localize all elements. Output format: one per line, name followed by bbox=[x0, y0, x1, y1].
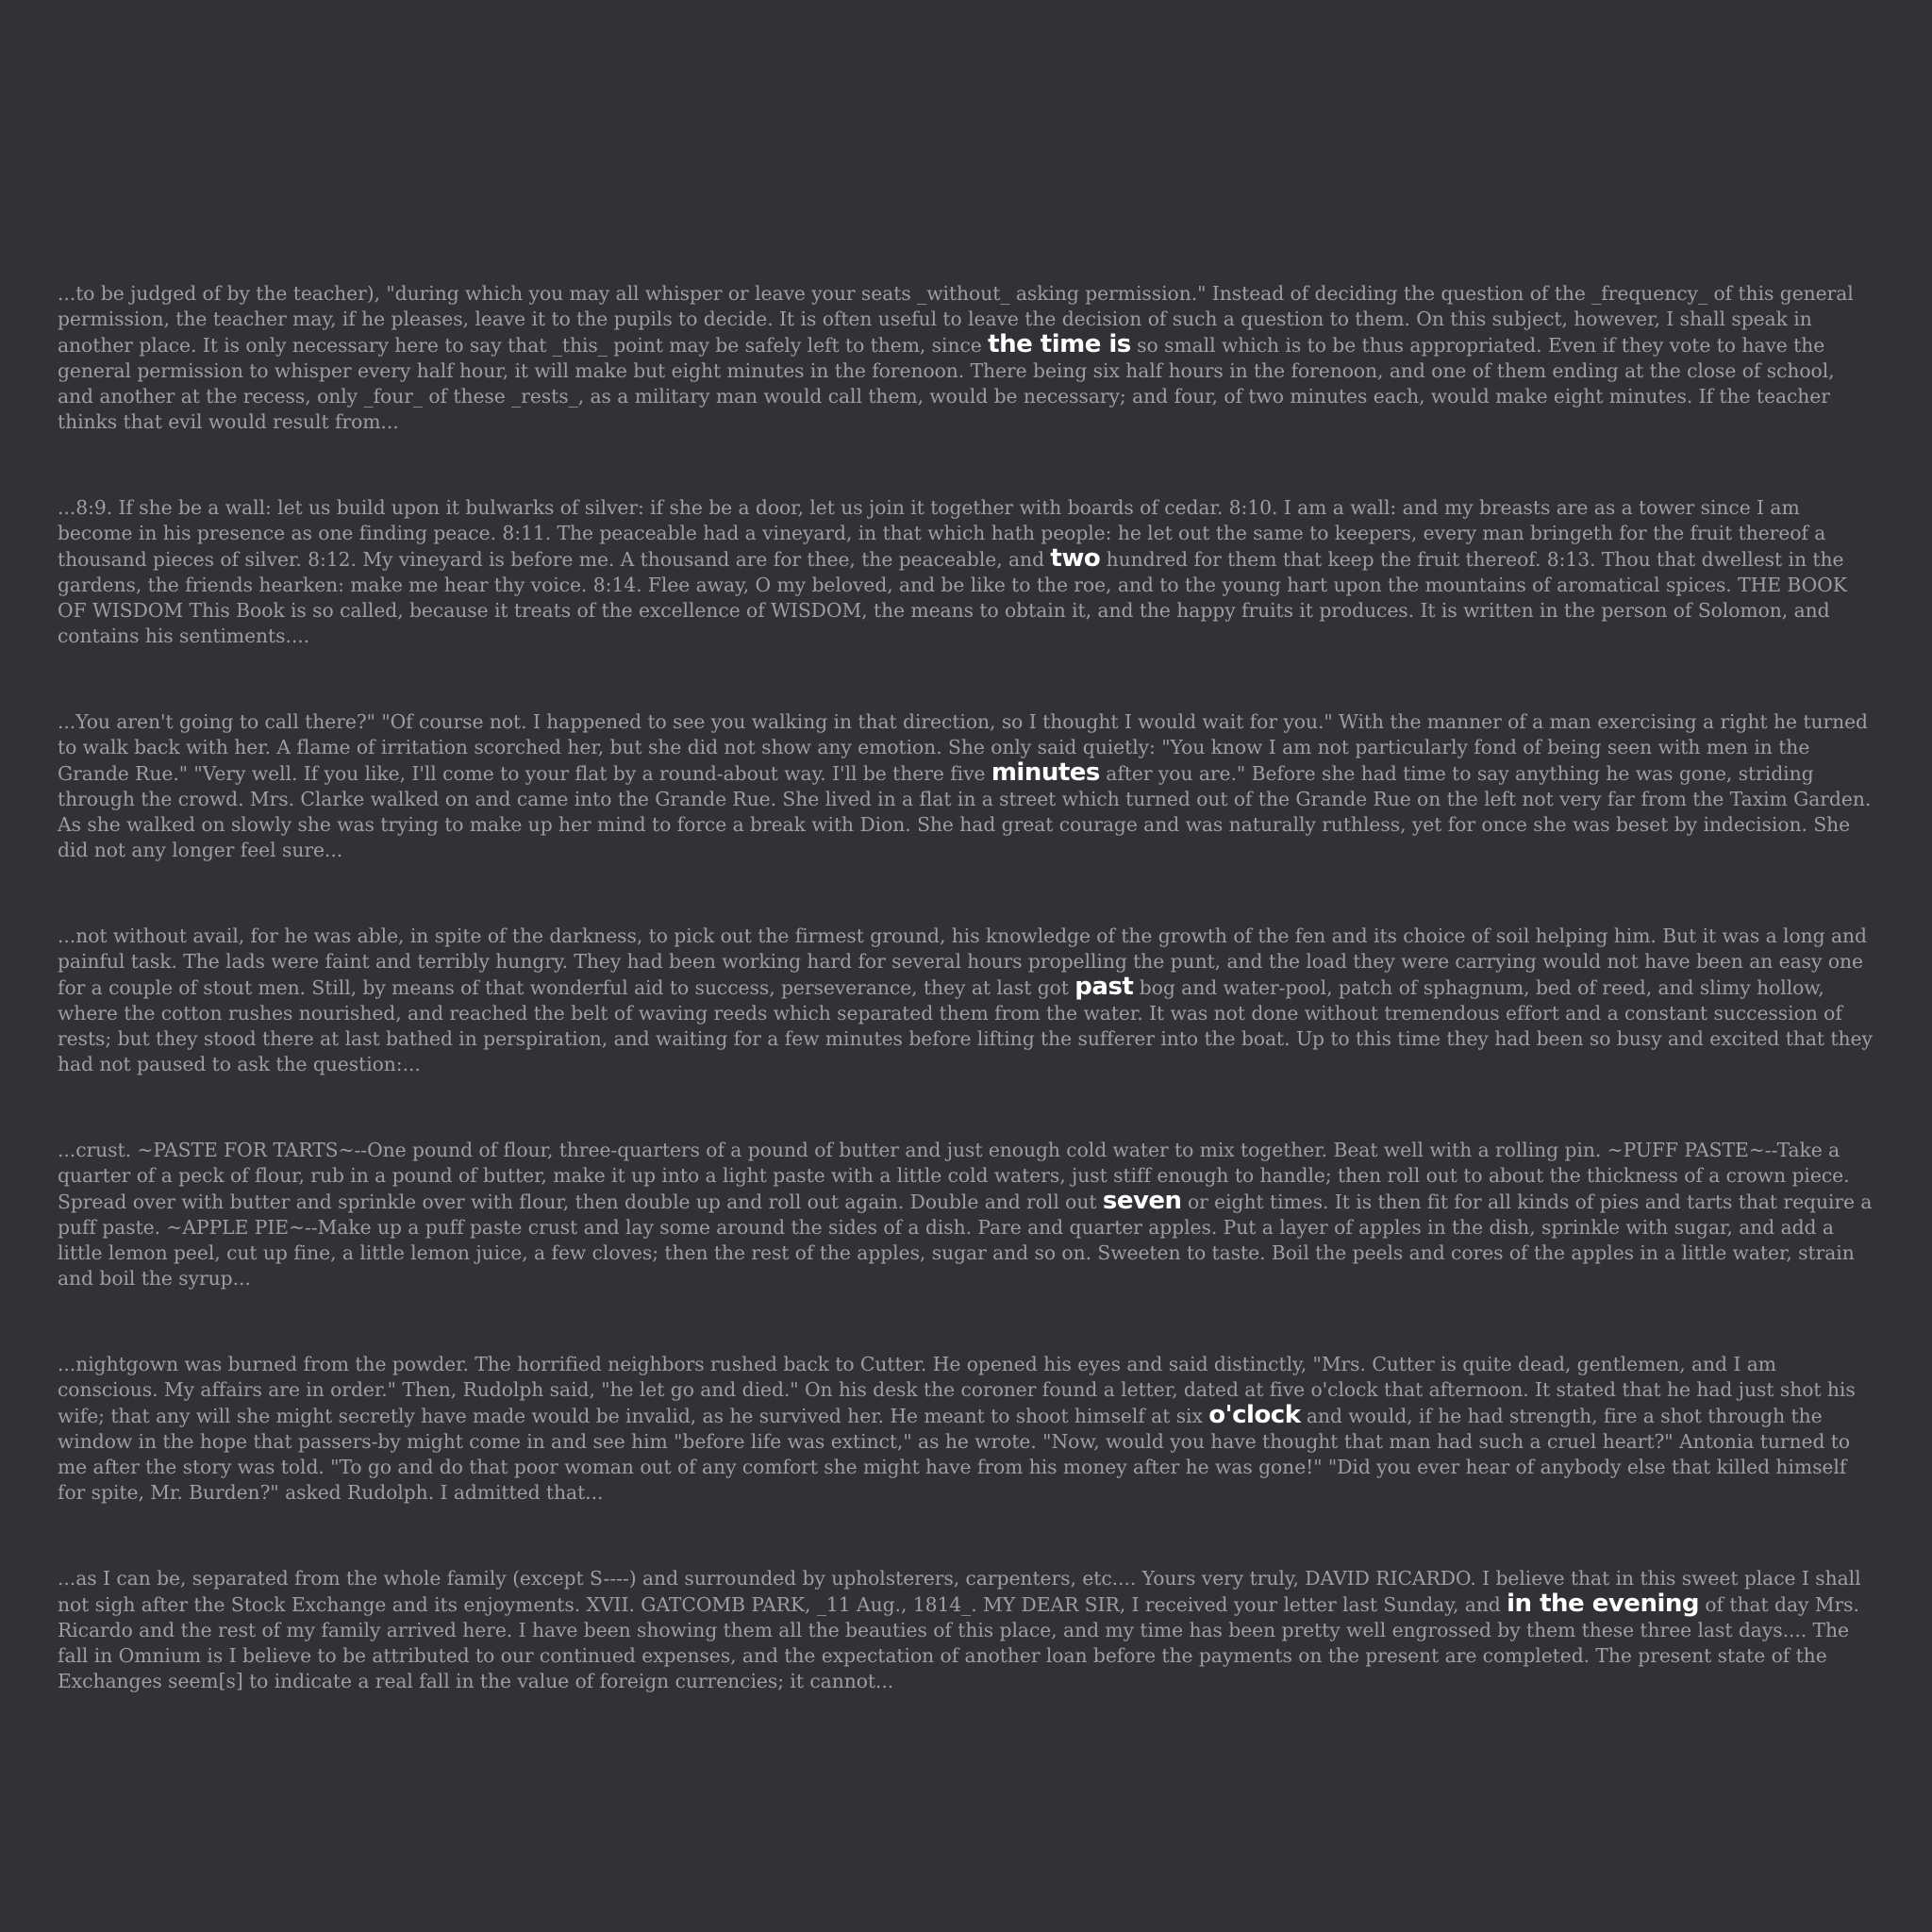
passage-3 bbox=[58, 709, 1874, 863]
time-phrase-highlight: the time is bbox=[988, 330, 1131, 358]
time-phrase-highlight: seven bbox=[1102, 1187, 1182, 1215]
passage-4 bbox=[58, 924, 1874, 1077]
passage-text-after: after you are." Before she had time to say anything he was gone, striding through the crowd. Mrs. Clarke walked on and came into the Grande Rue. She lived in a flat in a street which turned out of the Grande Rue on the left not very far from the Taxim Garden. As she walked on slowly she was trying to make up her mind to force a break with Dion. She had great courage and was naturally ruthless, yet for once she was beset by indecision. She did not any longer feel sure... bbox=[58, 762, 1872, 861]
passage-6 bbox=[58, 1352, 1874, 1506]
passage-text-before: ...nightgown was burned from the powder. The horrified neighbors rushed back to Cutter. He opened his eyes and said distinctly, "Mrs. Cutter is quite dead, gentlemen, and I am conscious. My affairs are in order." Then, Rudolph said, "he let go and died." On his desk the coroner found a letter, dated at five o'clock that afternoon. It stated that he had just shot his wife; that any will she might secretly have made would be invalid, as he survived her. He meant to shoot himself at six bbox=[58, 1353, 1856, 1427]
passage-text-after: or eight times. It is then fit for all kinds of pies and tarts that require a puff paste. ~APPLE PIE~--Make up a puff paste crust and lay some around the sides of a dish. Pare and quarter apples. Put a layer of apples in the dish, sprinkle with sugar, and add a little lemon peel, cut up fine, a little lemon juice, a few cloves; then the rest of the apples, sugar and so on. Sweeten to taste. Boil the peels and cores of the apples in a little water, strain and boil the syrup... bbox=[58, 1191, 1873, 1290]
passage-text-before: ...as I can be, separated from the whole family (except S----) and surrounded by upholsterers, carpenters, etc.... Yours very truly, DAVID RICARDO. I believe that in this sweet place I shall not sigh after the Stock Exchange and its enjoyments. XVII. GATCOMB PARK, _11 Aug., 1814_. MY DEAR SIR, I received your letter last Sunday, and bbox=[58, 1567, 1861, 1616]
passage-text-before: ...8:9. If she be a wall: let us build upon it bulwarks of silver: if she be a door, let us join it together with boards of cedar. 8:10. I am a wall: and my breasts are as a tower since I am become in his presence as one finding peace. 8:11. The peaceable had a vineyard, in that which hath people: he let out the same to keepers, every man bringeth for the fruit thereof a thousand pieces of silver. 8:12. My vineyard is before me. A thousand are for thee, the peaceable, and bbox=[58, 496, 1826, 571]
passage-text-before: ...You aren't going to call there?" "Of course not. I happened to see you walking in that direction, so I thought I would wait for you." With the manner of a man exercising a right he turned to walk back with her. A flame of irritation scorched her, but she did not show any emotion. She only said quietly: "You know I am not particularly fond of being seen with men in the Grande Rue." "Very well. If you like, I'll come to your flat by a round-about way. I'll be there five bbox=[58, 710, 1868, 785]
passage-text-after: and would, if he had strength, fire a shot through the window in the hope that passers-by might come in and see him "before life was extinct," as he wrote. "Now, would you have thought that man had such a cruel heart?" Antonia turned to me after the story was told. "To go and do that poor woman out of any comfort she might have from his money after he was gone!" "Did you ever hear of anybody else that killed himself for spite, Mr. Burden?" asked Rudolph. I admitted that... bbox=[58, 1405, 1851, 1504]
passage-text-after: bog and water-pool, patch of sphagnum, bed of reed, and slimy hollow, where the cotton rushes nourished, and reached the belt of waving reeds which separated them from the water. It was not done without tremendous effort and a constant succession of rests; but they stood there at last bathed in perspiration, and waiting for a few minutes before lifting the sufferer into the boat. Up to this time they had been so busy and excited that they had not paused to ask the question:... bbox=[58, 976, 1873, 1075]
passage-text-after: hundred for them that keep the fruit thereof. 8:13. Thou that dwellest in the gardens, the friends hearken: make me hear thy voice. 8:14. Flee away, O my beloved, and be like to the roe, and to the young hart upon the mountains of aromatical spices. THE BOOK OF WISDOM This Book is so called, because it treats of the excellence of WISDOM, the means to obtain it, and the happy fruits it produces. It is written in the person of Solomon, and contains his sentiments.... bbox=[58, 548, 1847, 647]
passage-text-after: of that day Mrs. Ricardo and the rest of my family arrived here. I have been showing them all the beauties of this place, and my time has been pretty well engrossed by them these three last days.... The fall in Omnium is I believe to be attributed to our continued expenses, and the expectation of another loan before the payments on the present are completed. The present state of the Exchanges seem[s] to indicate a real fall in the value of foreign currencies; it cannot... bbox=[58, 1593, 1859, 1692]
passage-5 bbox=[58, 1138, 1874, 1291]
time-phrase-highlight: past bbox=[1074, 973, 1134, 1001]
time-phrase-highlight: two bbox=[1050, 544, 1101, 573]
passage-1 bbox=[58, 281, 1874, 435]
passage-7 bbox=[58, 1566, 1874, 1694]
passage-text-before: ...crust. ~PASTE FOR TARTS~--One pound of flour, three-quarters of a pound of butter and just enough cold water to mix together. Beat well with a rolling pin. ~PUFF PASTE~--Take a quarter of a peck of flour, rub in a pound of butter, make it up into a light paste with a little cold waters, just stiff enough to handle; then roll out to about the thickness of a crown piece. Spread over with butter and sprinkle over with flour, then double up and roll out again. Double and roll out bbox=[58, 1139, 1850, 1213]
passage-text-after: so small which is to be thus appropriated. Even if they vote to have the general permission to whisper every half hour, it will make but eight minutes in the forenoon. There being six half hours in the forenoon, and one of them ending at the close of school, and another at the recess, only _four_ of these _rests_, as a military man would call them, would be necessary; and four, of two minutes each, would make eight minutes. If the teacher thinks that evil would result from... bbox=[58, 334, 1835, 433]
time-phrase-highlight: in the evening bbox=[1507, 1590, 1699, 1618]
passage-text-before: ...to be judged of by the teacher), "during which you may all whisper or leave your seats _without_ asking permission." Instead of deciding the question of the _frequency_ of this general permission, the teacher may, if he pleases, leave it to the pupils to decide. It is often useful to leave the decision of such a question to them. On this subject, however, I shall speak in another place. It is only necessary here to say that _this_ point may be safely left to them, since bbox=[58, 282, 1854, 357]
passage-list bbox=[58, 281, 1874, 1755]
passage-2 bbox=[58, 495, 1874, 649]
passage-text-before: ...not without avail, for he was able, in spite of the darkness, to pick out the firmest ground, his knowledge of the growth of the fen and its choice of soil helping him. But it was a long and painful task. The lads were faint and terribly hungry. They had been working hard for several hours propelling the punt, and the load they were carrying would not have been an easy one for a couple of stout men. Still, by means of that wonderful aid to success, perseverance, they at last got bbox=[58, 924, 1867, 999]
time-phrase-highlight: minutes bbox=[991, 758, 1100, 787]
time-phrase-highlight: o'clock bbox=[1208, 1401, 1301, 1429]
